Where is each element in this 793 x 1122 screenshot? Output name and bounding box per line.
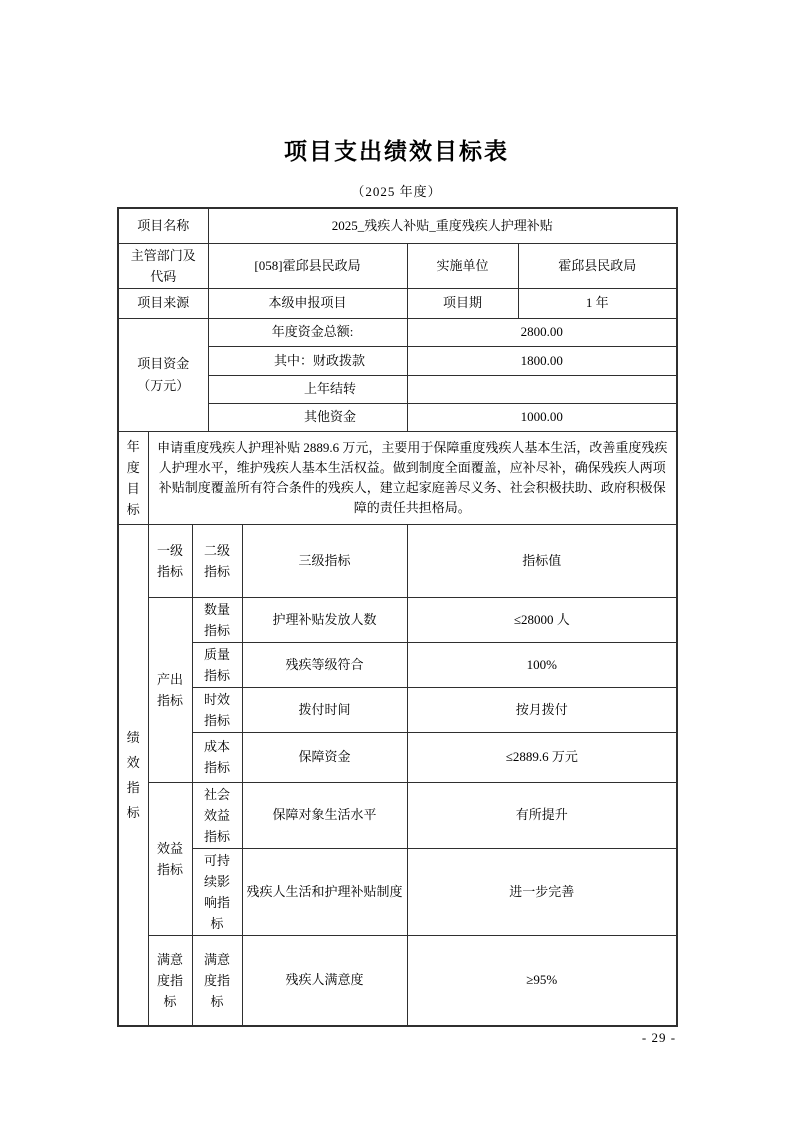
value-cost: ≤2889.6 万元 xyxy=(407,732,677,782)
table-row xyxy=(118,642,677,687)
period-value: 1 年 xyxy=(518,288,677,318)
value-satisfaction: ≥95% xyxy=(407,935,677,1026)
source-value: 本级申报项目 xyxy=(208,288,407,318)
page-number: - 29 - xyxy=(641,1030,677,1045)
table-row xyxy=(118,935,677,1026)
level2-quantity: 数量指标 xyxy=(192,597,242,642)
funds-other-value: 1000.00 xyxy=(407,403,677,431)
table-row xyxy=(118,243,677,288)
level1-satisfaction: 满意度指标 xyxy=(148,935,192,1026)
table-row xyxy=(118,318,677,346)
level1-benefit: 效益指标 xyxy=(148,782,192,935)
annual-goal-label: 年度目标 xyxy=(118,431,148,524)
funds-total-value: 2800.00 xyxy=(407,318,677,346)
dept-label: 主管部门及代码 xyxy=(118,243,208,288)
level2-timeliness: 时效指标 xyxy=(192,687,242,732)
table-row xyxy=(118,597,677,642)
project-name-label: 项目名称 xyxy=(118,208,208,243)
indicators-group-label: 绩效指标 xyxy=(118,524,148,1026)
impl-unit-label: 实施单位 xyxy=(407,243,518,288)
level3-cost: 保障资金 xyxy=(242,732,407,782)
level2-satisfaction: 满意度指标 xyxy=(192,935,242,1026)
funds-fiscal-label: 其中：财政拨款 xyxy=(208,346,407,375)
level3-timeliness: 拨付时间 xyxy=(242,687,407,732)
level3-satisfaction: 残疾人满意度 xyxy=(242,935,407,1026)
level3-quality: 残疾等级符合 xyxy=(242,642,407,687)
table-row xyxy=(118,687,677,732)
performance-target-table xyxy=(117,207,678,1027)
funds-carryover-label: 上年结转 xyxy=(208,375,407,403)
table-row xyxy=(118,524,677,597)
page-subtitle: （2025 年度） xyxy=(351,184,442,199)
value-sustainability: 进一步完善 xyxy=(407,848,677,935)
table-row xyxy=(118,288,677,318)
level3-sustainability: 残疾人生活和护理补贴制度 xyxy=(242,848,407,935)
header-level1: 一级指标 xyxy=(148,524,192,597)
page-title: 项目支出绩效目标表 xyxy=(284,139,509,164)
level2-cost: 成本指标 xyxy=(192,732,242,782)
header-value: 指标值 xyxy=(407,524,677,597)
value-quantity: ≤28000 人 xyxy=(407,597,677,642)
level2-sustainability: 可持续影响指标 xyxy=(192,848,242,935)
table-row xyxy=(118,208,677,243)
project-name-value: 2025_残疾人补贴_重度残疾人护理补贴 xyxy=(208,208,677,243)
funds-group-label: 项目资金（万元） xyxy=(118,318,208,431)
annual-goal-text: 申请重度残疾人护理补贴 2889.6 万元，主要用于保障重度残疾人基本生活，改善重度残疾人护理水平，维护残疾人基本生活权益。做到制度全面覆盖，应补尽补，确保残疾人两项补贴制度覆盖所有符合条件的残疾人，建立起家庭善尽义务、社会积极扶助、政府积极保障的责任共担格局。 xyxy=(148,431,677,524)
value-social-benefit: 有所提升 xyxy=(407,782,677,848)
level1-output: 产出指标 xyxy=(148,597,192,782)
dept-value: [058]霍邱县民政局 xyxy=(208,243,407,288)
funds-other-label: 其他资金 xyxy=(208,403,407,431)
impl-unit-value: 霍邱县民政局 xyxy=(518,243,677,288)
level3-social-benefit: 保障对象生活水平 xyxy=(242,782,407,848)
level2-social-benefit: 社会效益指标 xyxy=(192,782,242,848)
funds-carryover-value xyxy=(407,375,677,403)
value-quality: 100% xyxy=(407,642,677,687)
level2-quality: 质量指标 xyxy=(192,642,242,687)
header-level2: 二级指标 xyxy=(192,524,242,597)
funds-fiscal-value: 1800.00 xyxy=(407,346,677,375)
table-row xyxy=(118,782,677,848)
funds-total-label: 年度资金总额: xyxy=(208,318,407,346)
table-row xyxy=(118,848,677,935)
period-label: 项目期 xyxy=(407,288,518,318)
source-label: 项目来源 xyxy=(118,288,208,318)
table-row xyxy=(118,431,677,524)
value-timeliness: 按月拨付 xyxy=(407,687,677,732)
level3-quantity: 护理补贴发放人数 xyxy=(242,597,407,642)
table-row xyxy=(118,732,677,782)
header-level3: 三级指标 xyxy=(242,524,407,597)
